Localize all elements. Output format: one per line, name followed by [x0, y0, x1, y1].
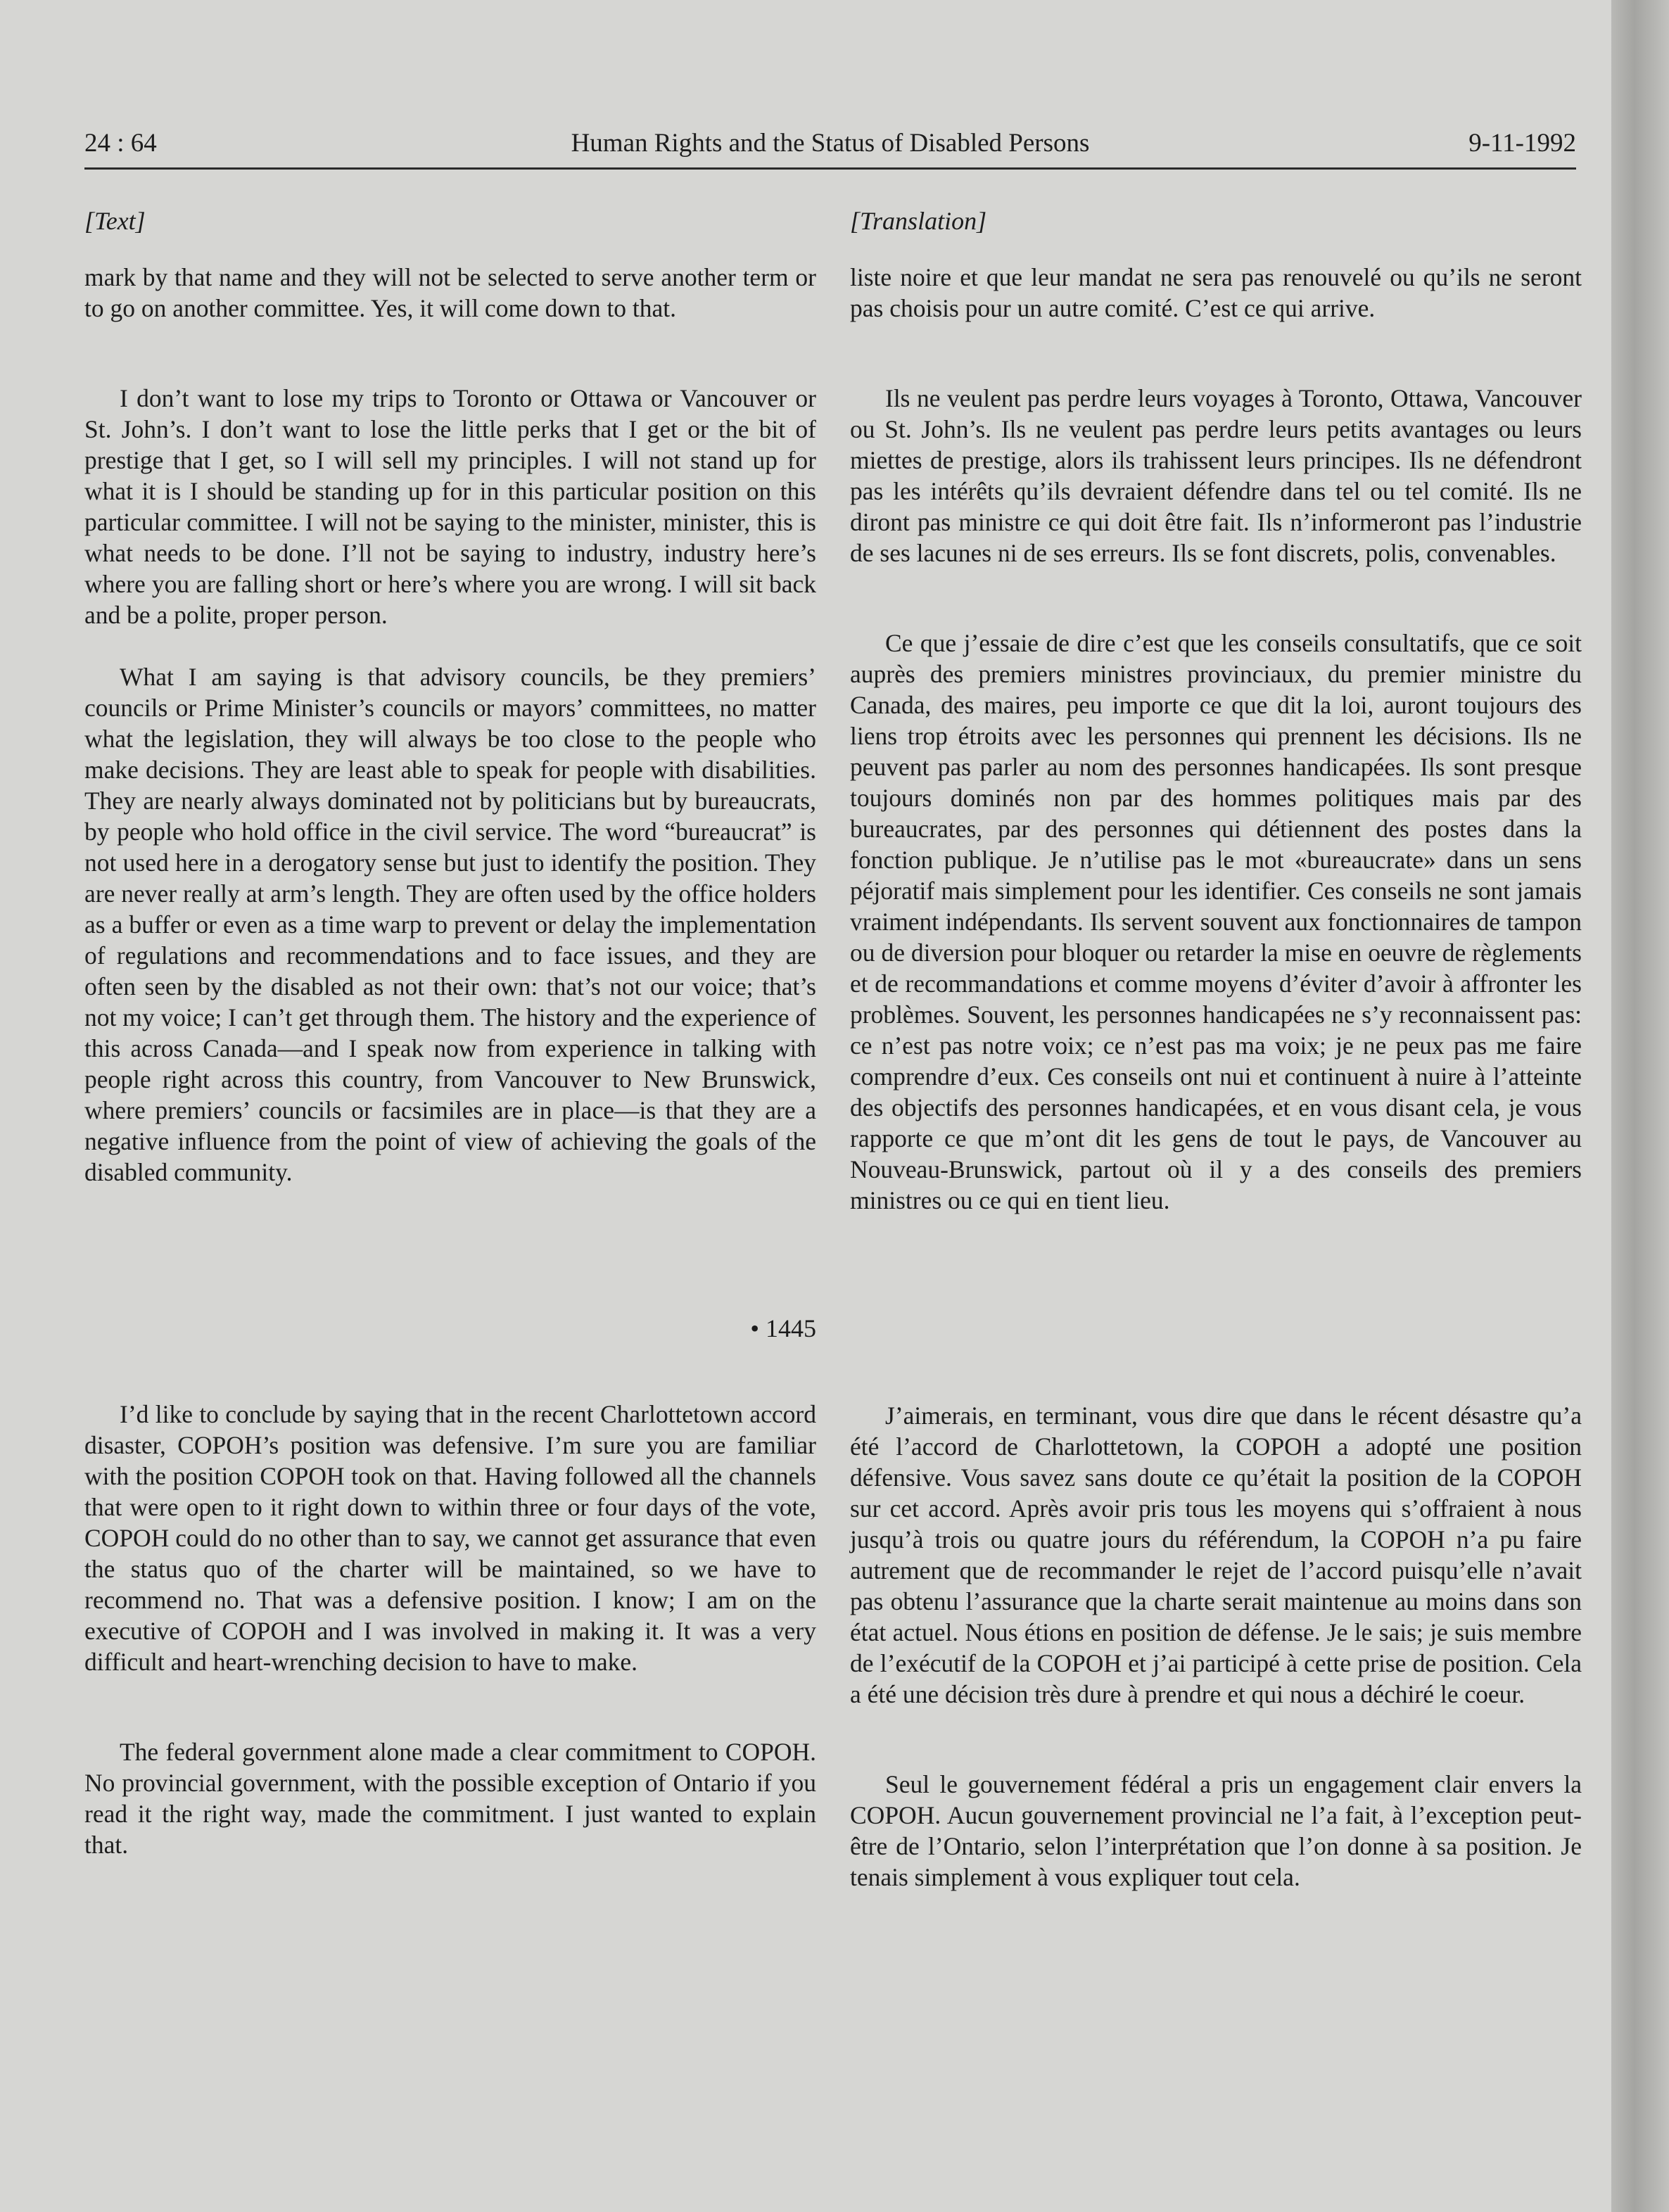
- paragraph: liste noire et que leur mandat ne sera pas renouvelé ou qu’ils ne seront pas choisis pour un autre comité. C’est ce qui arrive.: [850, 263, 1582, 322]
- text-label: [Text]: [84, 207, 146, 235]
- page-number: 24 : 64: [84, 129, 157, 158]
- paragraph: Ils ne veulent pas perdre leurs voyages à Toronto, Ottawa, Vancouver ou St. John’s. Ils ne veulent pas perdre leurs petits avantages ou leurs miettes de prestige, alors ils trahissent leurs principes. Ils ne défendront pas les intérêts qu’ils devraient défendre dans tel ou tel comité. Ils ne diront pas ministre ce qui doit être fait. Ils n’informeront pas l’industrie de ses lacunes ni de ses erreurs. Ils se font discrets, polis, convenables.: [850, 384, 1582, 567]
- header-date: 9-11-1992: [1468, 129, 1576, 158]
- page-edge-shadow: [1611, 0, 1669, 2212]
- translation-label: [Translation]: [850, 207, 987, 235]
- time-marker: • 1445: [750, 1314, 816, 1342]
- paragraph: Seul le gouvernement fédéral a pris un engagement clair envers la COPOH. Aucun gouvernement provincial ne l’a fait, à l’exception peut-être de l’Ontario, selon l’interprétation que l’on donne à sa position. Je tenais simplement à vous expliquer tout cela.: [850, 1770, 1582, 1891]
- english-column: [84, 205, 816, 1860]
- paragraph: mark by that name and they will not be selected to serve another term or to go on another committee. Yes, it will come down to that.: [84, 263, 816, 322]
- header-rule: [84, 167, 1576, 170]
- page-header: [84, 128, 1576, 167]
- paragraph: What I am saying is that advisory councils, be they premiers’ councils or Prime Minister’s councils or mayors’ committees, no matter what the legislation, they will always be too close to the people who make decisions. They are least able to speak for people with disabilities. They are nearly always dominated not by politicians but by bureaucrats, by people who hold office in the civil service. The word “bureaucrat” is not used here in a derogatory sense but just to identify the position. They are never really at arm’s length. They are often used by the office holders as a buffer or even as a time warp to prevent or delay the implementation of regulations and recommendations and to face issues, and they are often seen by the disabled as not their own: that’s not our voice; that’s not my voice; I can’t get through them. The history and the experience of this across Canada—and I speak now from experience in talking with people right across this country, from Vancouver to New Brunswick, where premiers’ councils or facsimiles are in place—is that they are a negative influence from the point of view of achieving the goals of the disabled community.: [84, 663, 816, 1186]
- running-title: Human Rights and the Status of Disabled Persons: [571, 129, 1090, 158]
- french-column: [850, 205, 1582, 1893]
- paragraph: The federal government alone made a clear commitment to COPOH. No provincial government, with the possible exception of Ontario if you read it the right way, made the commitment. I just wanted to explain that.: [84, 1738, 816, 1859]
- paragraph: I don’t want to lose my trips to Toronto or Ottawa or Vancouver or St. John’s. I don’t want to lose the little perks that I get or the bit of prestige that I get, so I will sell my principles. I will not stand up for what it is I should be standing up for in this particular position on this particular committee. I will not be saying to the minister, minister, this is what needs to be done. I’ll not be saying to industry, industry here’s where you are falling short or here’s where you are wrong. I will sit back and be a polite, proper person.: [84, 384, 816, 629]
- paragraph: I’d like to conclude by saying that in the recent Charlottetown accord disaster, COPOH’s position was defensive. I’m sure you are familiar with the position COPOH took on that. Having followed all the channels that were open to it right down to within three or four days of the vote, COPOH could do no other than to say, we cannot get assurance that even the status quo of the charter will be maintained, so we have to recommend no. That was a defensive position. I know; I am on the executive of COPOH and I was involved in making it. It was a very difficult and heart-wrenching decision to have to make.: [84, 1400, 816, 1676]
- paragraph: J’aimerais, en terminant, vous dire que dans le récent désastre qu’a été l’accord de Charlottetown, la COPOH a adopté une position défensive. Vous savez sans doute ce qu’était la position de la COPOH sur cet accord. Après avoir pris tous les moyens qui s’offraient à nous jusqu’à trois ou quatre jours du référendum, la COPOH n’a pu faire autrement que de recommander le rejet de l’accord puisqu’elle n’avait pas obtenu l’assurance que la charte serait maintenue au moins dans son état actuel. Nous étions en position de défense. Je le sais; je suis membre de l’exécutif de la COPOH et j’ai participé à cette prise de position. Cela a été une décision très dure à prendre et qui nous a déchiré le coeur.: [850, 1401, 1582, 1708]
- paragraph: Ce que j’essaie de dire c’est que les conseils consultatifs, que ce soit auprès des premiers ministres provinciaux, du premier ministre du Canada, des maires, peu importe ce que dit la loi, auront toujours des liens trop étroits avec les personnes qui prennent les décisions. Ils ne peuvent pas parler au nom des personnes handicapées. Ils sont presque toujours dominés non par des hommes politiques mais par des bureaucrates, par des personnes qui détiennent des postes dans la fonction publique. Je n’utilise pas le mot «bureaucrate» dans un sens péjoratif mais simplement pour les identifier. Ces conseils ne sont jamais vraiment indépendants. Ils servent souvent aux fonctionnaires de tampon ou de diversion pour bloquer ou retarder la mise en oeuvre de règlements et de recommandations et comme moyens d’éviter d’avoir à affronter les problèmes. Souvent, les personnes handicapées ne s’y reconnaissent pas: ce n’est pas notre voix; ce n’est pas ma voix; je ne peux pas me faire comprendre d’eux. Ces conseils ont nui et continuent à nuire à l’atteinte des objectifs des personnes handicapées, et en vous disant cela, je vous rapporte ce que m’ont dit les gens de tout le pays, de Vancouver au Nouveau-Brunswick, partout où il y a des conseils des premiers ministres ou ce qui en tient lieu.: [850, 629, 1582, 1214]
